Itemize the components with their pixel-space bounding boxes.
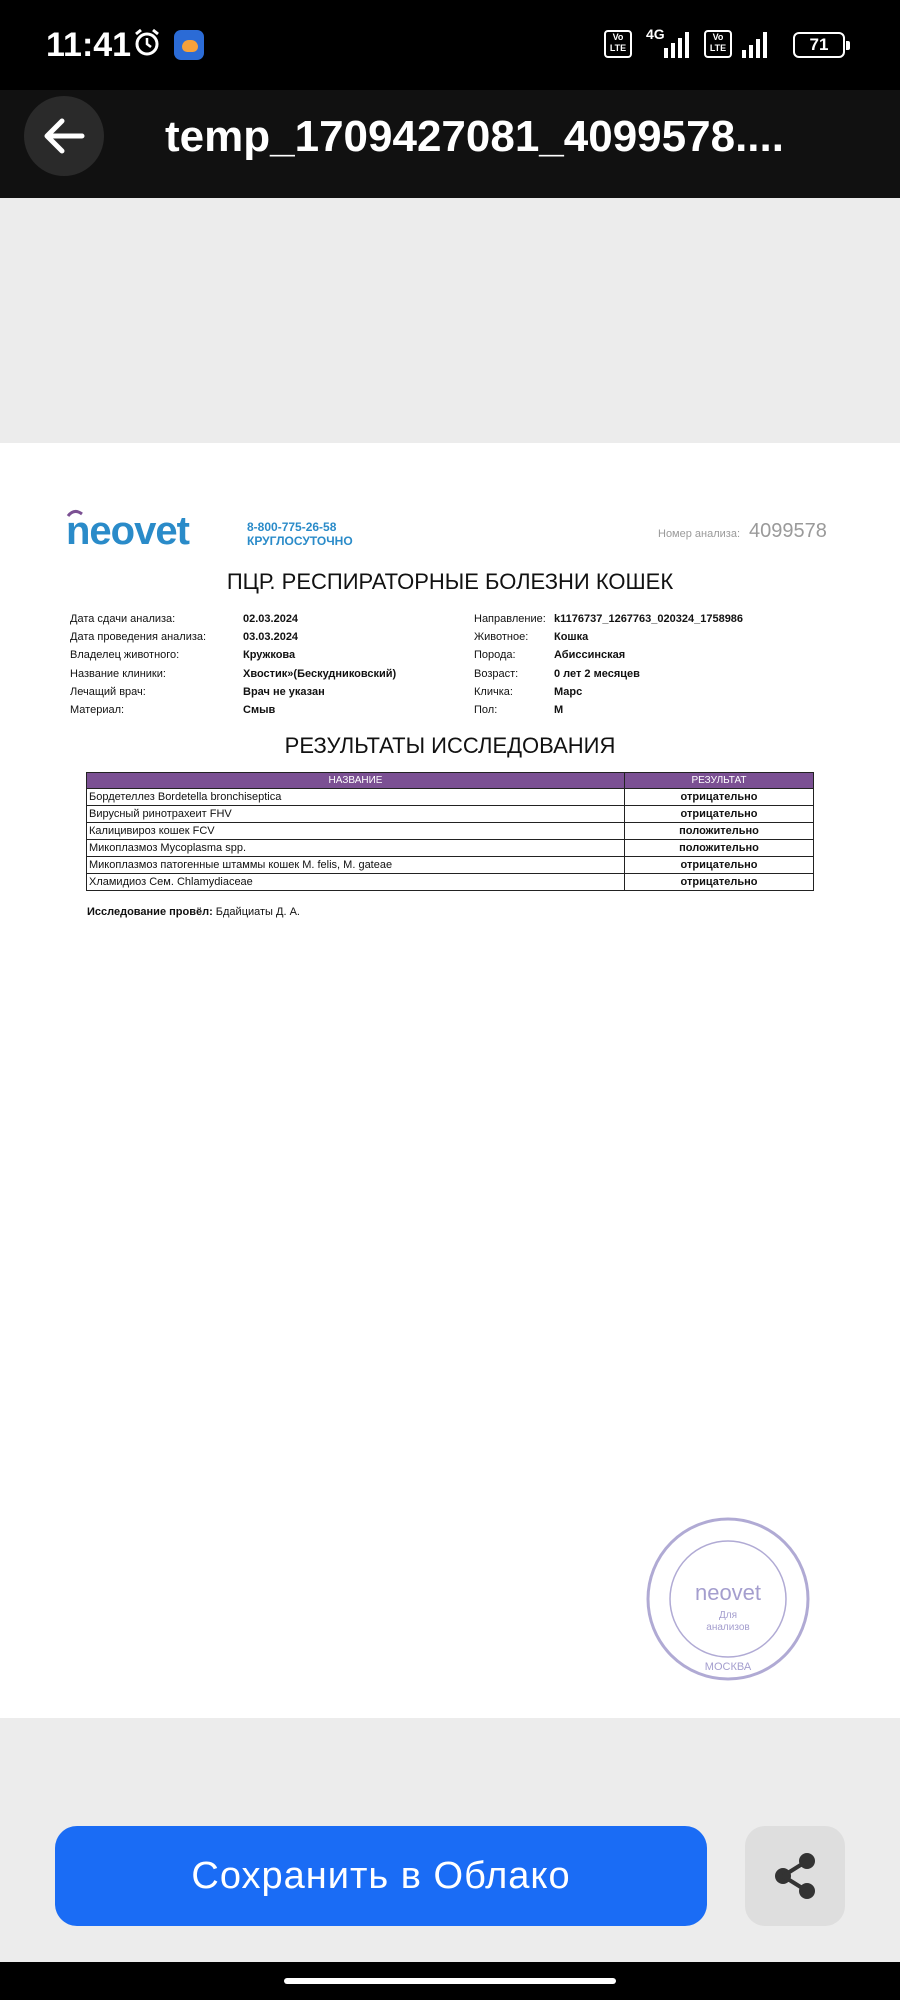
stamp-city: МОСКВА bbox=[704, 1661, 752, 1673]
test-name: Микоплазмоз Mycoplasma spp. bbox=[87, 840, 625, 857]
status-bar bbox=[0, 0, 900, 90]
stamp-logo: neovet bbox=[694, 1580, 762, 1605]
test-result: отрицательно bbox=[625, 789, 814, 806]
test-result: положительно bbox=[625, 823, 814, 840]
info-label: Животное: bbox=[474, 631, 529, 644]
info-label: Кличка: bbox=[474, 685, 513, 698]
info-label: Дата проведения анализа: bbox=[70, 631, 207, 644]
info-value: Абиссинская bbox=[554, 649, 626, 662]
info-left bbox=[70, 610, 396, 719]
alarm-icon bbox=[132, 28, 162, 63]
column-header-name: НАЗВАНИЕ bbox=[87, 773, 625, 789]
test-result: отрицательно bbox=[625, 806, 814, 823]
network-type: 4G bbox=[646, 26, 665, 42]
table-row bbox=[87, 840, 814, 857]
info-row bbox=[70, 683, 396, 701]
info-value: Кружкова bbox=[243, 649, 296, 662]
arrow-left-icon bbox=[24, 96, 104, 176]
info-row bbox=[70, 628, 396, 646]
info-row bbox=[474, 646, 743, 664]
info-row bbox=[474, 683, 743, 701]
table-row bbox=[87, 874, 814, 891]
info-value: М bbox=[554, 704, 564, 717]
phone-number: 8-800-775-26-58 bbox=[247, 520, 337, 534]
info-label: Материал: bbox=[70, 704, 125, 717]
info-value: Врач не указан bbox=[243, 685, 325, 698]
analysis-number: 4099578 bbox=[749, 520, 827, 542]
results-table bbox=[86, 772, 814, 891]
table-row bbox=[87, 857, 814, 874]
info-right bbox=[474, 610, 743, 719]
test-name: Хламидиоз Сем. Chlamydiaceae bbox=[87, 874, 625, 891]
weather-app-icon bbox=[174, 30, 204, 60]
file-title: temp_1709427081_4099578.... bbox=[165, 112, 784, 161]
hours-label: КРУГЛОСУТОЧНО bbox=[247, 534, 353, 548]
table-header-row bbox=[87, 773, 814, 789]
column-header-result: РЕЗУЛЬТАТ bbox=[625, 773, 814, 789]
table-row bbox=[87, 823, 814, 840]
clinic-stamp bbox=[643, 1514, 813, 1689]
info-label: Дата сдачи анализа: bbox=[70, 613, 176, 625]
neovet-logo bbox=[66, 506, 214, 557]
share-button[interactable] bbox=[745, 1826, 845, 1926]
home-indicator[interactable] bbox=[284, 1978, 616, 1984]
test-name: Микоплазмоз патогенные штаммы кошек M. felis, M. gateae bbox=[87, 857, 625, 874]
analysis-number-label: Номер анализа: bbox=[658, 528, 741, 540]
svg-text:neovet: neovet bbox=[66, 509, 189, 552]
share-icon bbox=[745, 1826, 845, 1926]
info-row bbox=[70, 646, 396, 664]
info-label: Владелец животного: bbox=[70, 649, 180, 662]
signed-label: Исследование провёл: bbox=[87, 906, 213, 918]
info-label: Порода: bbox=[474, 649, 516, 662]
test-name: Калицивироз кошек FCV bbox=[87, 823, 625, 840]
info-label: Пол: bbox=[474, 704, 498, 717]
table-row bbox=[87, 789, 814, 806]
info-row bbox=[474, 610, 743, 628]
stamp-text: анализов bbox=[706, 1622, 750, 1633]
navigation-bar bbox=[0, 1962, 900, 2000]
signal-icon-2 bbox=[742, 30, 767, 58]
info-label: Направление: bbox=[474, 613, 546, 625]
info-value: 03.03.2024 bbox=[243, 631, 299, 644]
signed-name: Бдайциаты Д. А. bbox=[215, 906, 300, 918]
info-value: 02.03.2024 bbox=[243, 613, 299, 625]
info-value: Кошка bbox=[554, 631, 589, 644]
volte-icon-2: Vo LTE bbox=[704, 30, 732, 58]
info-value: Марс bbox=[554, 685, 583, 698]
info-value: 0 лет 2 месяцев bbox=[554, 667, 640, 680]
test-result: отрицательно bbox=[625, 857, 814, 874]
info-row bbox=[474, 665, 743, 683]
document-title: ПЦР. РЕСПИРАТОРНЫЕ БОЛЕЗНИ КОШЕК bbox=[226, 569, 674, 594]
info-row bbox=[70, 665, 396, 683]
status-time: 11:41 bbox=[46, 26, 132, 64]
battery-indicator: 71 bbox=[793, 32, 845, 58]
save-to-cloud-button[interactable]: Сохранить в Облако bbox=[55, 1826, 707, 1926]
volte-icon: Vo LTE bbox=[604, 30, 632, 58]
app-bar bbox=[0, 90, 900, 198]
test-result: положительно bbox=[625, 840, 814, 857]
info-label: Возраст: bbox=[474, 667, 519, 680]
results-title: РЕЗУЛЬТАТЫ ИССЛЕДОВАНИЯ bbox=[284, 733, 616, 758]
info-row bbox=[70, 610, 396, 628]
test-name: Вирусный ринотрахеит FHV bbox=[87, 806, 625, 823]
info-label: Название клиники: bbox=[70, 667, 166, 680]
test-result: отрицательно bbox=[625, 874, 814, 891]
info-value: Смыв bbox=[243, 704, 276, 717]
signed-by bbox=[87, 906, 300, 918]
info-row bbox=[474, 628, 743, 646]
test-name: Бордетеллез Bordetella bronchiseptica bbox=[87, 789, 625, 806]
back-button[interactable] bbox=[24, 96, 104, 176]
info-row bbox=[70, 701, 396, 719]
table-row bbox=[87, 806, 814, 823]
info-value: Хвостик»(Бескудниковский) bbox=[243, 667, 397, 680]
clinic-contact bbox=[247, 520, 353, 548]
info-label: Лечащий врач: bbox=[70, 685, 146, 698]
stamp-text: Для bbox=[718, 1610, 738, 1621]
signal-icon bbox=[664, 30, 689, 58]
info-value: k1176737_1267763_020324_1758986 bbox=[554, 613, 744, 625]
info-row bbox=[474, 701, 743, 719]
